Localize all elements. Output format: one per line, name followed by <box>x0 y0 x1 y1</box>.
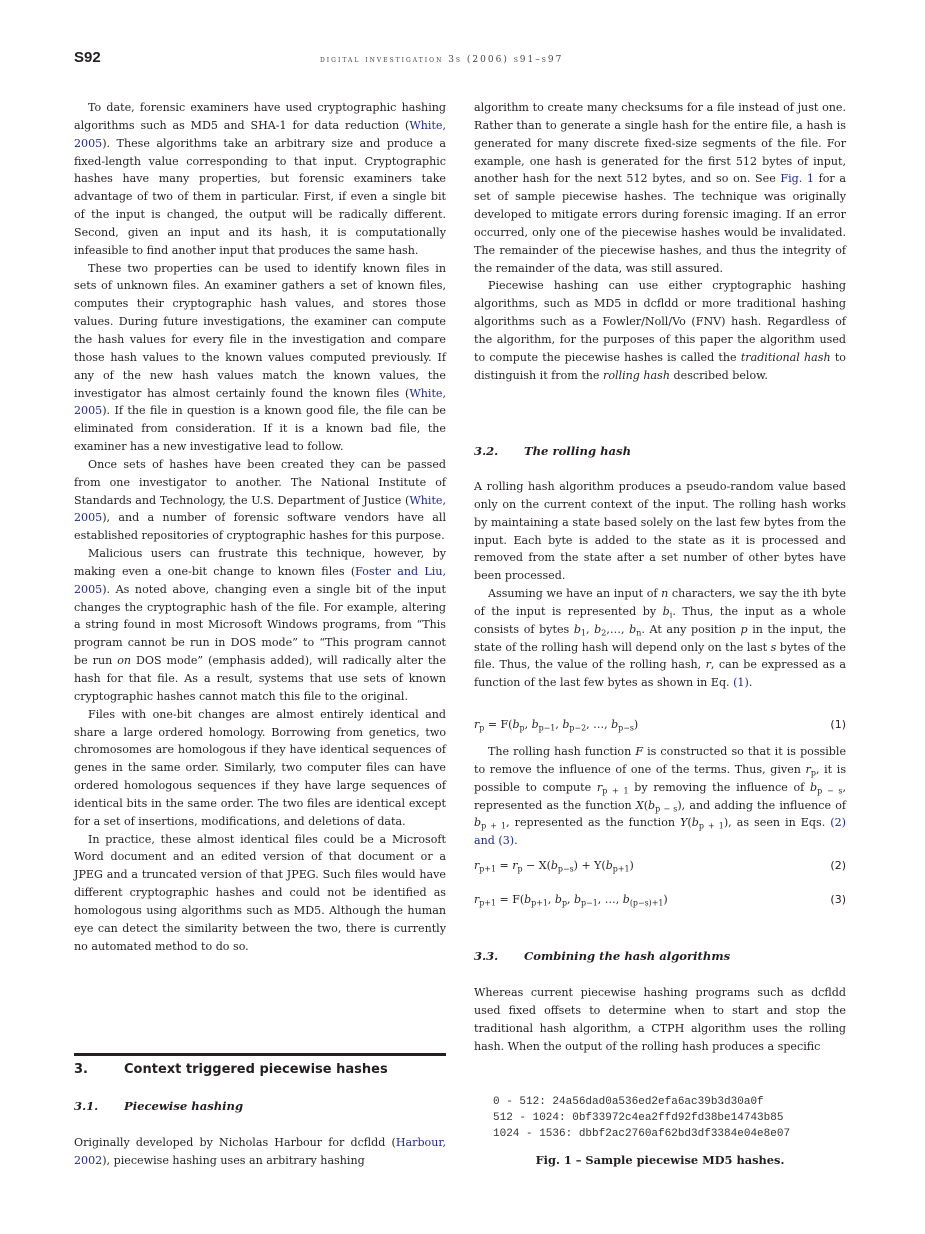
italic-text: p <box>740 622 748 636</box>
text-run: ( <box>643 798 649 812</box>
text-run: Malicious users can frustrate this technique, however, by making even a one-bit change to known files ( <box>74 547 446 578</box>
paragraph <box>474 99 846 277</box>
italic-text: b <box>691 816 699 830</box>
text-run: The rolling hash function <box>488 745 636 758</box>
subscript: p−1 <box>581 898 598 908</box>
italic-text: b <box>524 893 532 906</box>
text-run: Originally developed by Nicholas Harbour for dcfldd ( <box>74 1136 396 1149</box>
subscript: p−1 <box>538 723 556 733</box>
section-3-heading <box>74 1061 446 1079</box>
text-run: A rolling hash algorithm produces a pseudo-random value based only on the current context of the input. The rolling hash works by maintaining a state based solely on the last few bytes from the input. Each byte is added to the state as it is processed and removed from the state after a set number of other bytes have been processed. <box>474 480 846 583</box>
paragraph <box>74 99 446 260</box>
section-3-3-heading <box>474 948 846 966</box>
italic-text: b <box>474 816 482 830</box>
italic-text: s <box>770 640 777 654</box>
text-run: ) <box>633 718 639 731</box>
italic-text: b <box>629 622 637 636</box>
subscript: p <box>519 723 525 733</box>
text-run: , <box>586 622 595 636</box>
subscript: p + 1 <box>602 786 629 796</box>
running-head: digital investigation 3s (2006) s91–s97 <box>320 55 564 65</box>
text-run: Piecewise hashing can use either cryptographic hashing algorithms, such as MD5 in dcfldd or more traditional hashing algorithms such as a Fowler/Noll/Vo (FNV) hash. Regardless of the algorithm, for the purposes of this paper the algorithm used to compute the piecewise hashes is called the <box>474 279 846 364</box>
text-run: , it is possible to compute <box>474 762 847 794</box>
section-number: 3.2. <box>474 444 499 458</box>
section-title: Context triggered piecewise hashes <box>124 1062 388 1077</box>
text-run: These two properties can be used to identify known files in sets of unknown files. An examiner gathers a set of known files, computes their cryptographic hash values, and stores those values. During future investigations, the examiner can compute the hash values for every file in the investigation and compare those hash values to the known values computed previously. If any of the new hash values match the known values, the investigator has almost certainly found the known files ( <box>74 261 446 400</box>
italic-text: b <box>810 780 818 794</box>
paragraph <box>474 984 846 1055</box>
italic-text: b <box>594 622 602 636</box>
text-run: Whereas current piecewise hashing programs such as dcfldd used fixed offsets to determine when to start and stop the traditional hash algorithm, a CTPH algorithm uses the rolling hash. When the output of the rolling hash produces a specific <box>474 986 846 1053</box>
text-run: in the input, the state of the rolling hash will depend only on the last <box>474 622 846 654</box>
italic-text: n <box>661 587 669 601</box>
italic-text: r <box>512 859 518 872</box>
italic-text: b <box>554 893 562 906</box>
subscript: (p−s)+1 <box>629 898 664 908</box>
equation-1 <box>474 716 846 734</box>
citation-link[interactable]: Foster and Liu, 2005 <box>74 564 447 596</box>
equation-number: (3) <box>830 893 846 906</box>
italic-text: F <box>635 745 644 758</box>
paragraph <box>74 545 446 706</box>
text-run: algorithm to create many checksums for a file instead of just one. Rather than to generate a single hash for the entire file, a hash is generated for many discrete fixed-size segments of the file. For example, one hash is generated for the first 512 bytes of input, another hash for the next 512 bytes, and so on. See <box>474 101 846 186</box>
section-title: The rolling hash <box>524 444 631 458</box>
italic-text: b <box>605 859 613 872</box>
text-run: , <box>567 893 574 906</box>
italic-text: b <box>512 718 520 731</box>
hash-line: 0 - 512: 24a56dad0a536ed2efa6ac39b3d30a0f <box>493 1096 764 1108</box>
section-number: 3.1. <box>74 1099 99 1113</box>
text-run: , <box>555 718 563 731</box>
section-number: 3.3. <box>474 949 499 963</box>
text-run: ), as seen in Eqs. <box>723 816 831 830</box>
text-run: ( <box>687 816 692 830</box>
text-run: . <box>748 676 753 690</box>
equation-3 <box>474 891 846 909</box>
text-run: In practice, these almost identical files could be a Microsoft Word document and an edited version of that document or a JPEG and a truncated version of that JPEG. Such files would have different cryptographic hashes and could not be identified as homologous using algorithms such as MD5. Although the human eye can detect the similarity between the two, there is currently no automated method to do so. <box>74 832 446 953</box>
paragraph <box>74 260 446 456</box>
section-divider <box>74 1053 446 1056</box>
paragraph <box>474 478 846 585</box>
italic-text: r <box>705 658 711 672</box>
citation-link[interactable]: Harbour, 2002 <box>74 1136 446 1167</box>
text-run: DOS mode” (emphasis added), will radically alter the hash for that file. As a result, systems that use sets of known cryptographic hashes cannot match this file to the original. <box>74 654 447 703</box>
text-run: bytes of the file. Thus, the value of the rolling hash, <box>474 640 846 672</box>
equation-expression <box>474 857 634 875</box>
paragraph <box>474 743 846 850</box>
italic-text: r <box>474 859 480 872</box>
paragraph <box>74 706 446 831</box>
text-run: To date, forensic examiners have used cryptographic hashing algorithms such as MD5 and SHA-1 for data reduction ( <box>74 101 446 132</box>
subscript: p+1 <box>479 864 496 874</box>
italic-text: on <box>117 654 132 668</box>
text-run: ) <box>663 893 668 906</box>
equation-2 <box>474 857 846 875</box>
section-3-2-heading <box>474 443 846 461</box>
subscript: p+1 <box>479 898 496 908</box>
subscript: p <box>479 723 485 733</box>
text-run: . At any position <box>641 622 741 636</box>
text-run: Files with one-bit changes are almost entirely identical and share a large ordered homology. Borrowing from genetics, two chromosomes are homologous if they have identical sequences of genes in the same order. Similarly, two computer files can have ordered homologous sequences if they have large sequences of identical bits in the same order. The two files are identical except for a set of insertions, modifications, and deletions of data. <box>74 707 446 828</box>
figure-1-hash-listing <box>493 1094 790 1142</box>
text-run: characters, we say the ith byte of the input is represented by <box>474 587 847 618</box>
text-run: , …, <box>597 893 623 906</box>
text-run: − X( <box>522 859 551 872</box>
equation-expression <box>474 716 638 734</box>
citation-link[interactable]: (2) and (3) <box>474 816 846 848</box>
subscript: p−s <box>618 723 634 733</box>
equation-number: (1) <box>830 718 846 731</box>
italic-text: b <box>573 622 581 636</box>
paragraph <box>74 831 446 956</box>
text-run: ). These algorithms take an arbitrary size and produce a fixed-length value corresponding to that input. Cryptographic hashes have many properties, but forensic examiners take advantage of two of them in particular. First, if even a single bit of the input is changed, the output will be radically different. Second, given an input and its hash, it is computationally infeasible to find another input that produces the same hash. <box>74 136 446 257</box>
subscript: p <box>810 768 816 778</box>
hash-line: 512 - 1024: 0bf33972c4ea2ffd92fd38be14743b85 <box>493 1112 784 1124</box>
section-title: Combining the hash algorithms <box>524 949 731 963</box>
text-run: = F( <box>495 893 525 906</box>
hash-line: 1024 - 1536: dbbf2ac2760af62bd3df3384e04e8e07 <box>493 1128 791 1140</box>
text-run: ) <box>629 859 634 872</box>
italic-text: r <box>805 762 811 776</box>
italic-text: b <box>574 893 582 906</box>
subscript: p + 1 <box>698 821 724 831</box>
section-title: Piecewise hashing <box>124 1099 244 1113</box>
right-column-body <box>474 99 846 385</box>
left-column-tail <box>74 1134 446 1170</box>
subscript: p + 1 <box>481 821 507 831</box>
text-run: ), and a number of forensic software vendors have all established repositories of cryptographic hashes for this purpose. <box>74 511 446 543</box>
italic-text: traditional hash <box>740 350 831 364</box>
italic-text: b <box>550 859 558 872</box>
paragraph <box>474 277 846 384</box>
italic-text: r <box>474 893 480 906</box>
italic-text: Y <box>680 816 688 830</box>
text-run: ). If the file in question is a known good file, the file can be eliminated from consideration. If it is a known bad file, the examiner has a new investigative lead to follow. <box>74 404 446 454</box>
subscript: n <box>636 628 642 638</box>
text-run: , represented as the function <box>506 816 681 830</box>
subscript: p−s <box>557 864 574 874</box>
citation-link[interactable]: (1) <box>733 676 749 690</box>
subscript: p <box>561 898 567 908</box>
subscript: p+1 <box>531 898 548 908</box>
section-3-1-heading <box>74 1098 446 1116</box>
text-run: ). As noted above, changing even a single bit of the input changes the cryptographic hash of the file. For example, altering a string found in most Microsoft Windows programs, from “This program cannot be run in DOS mode” to “This program cannot be run <box>74 582 446 668</box>
subscript: i <box>669 610 673 620</box>
italic-text: b <box>611 718 619 731</box>
rolling-hash-text <box>474 478 846 692</box>
citation-link[interactable]: White, 2005 <box>74 118 446 150</box>
combining-text <box>474 984 846 1055</box>
italic-text: b <box>648 798 656 812</box>
left-column-body <box>74 99 446 956</box>
subscript: p − s <box>655 803 678 813</box>
subscript: 1 <box>580 628 587 638</box>
text-run: to distinguish it from the <box>474 350 846 382</box>
citation-link[interactable]: Fig. 1 <box>780 172 814 186</box>
italic-text: r <box>474 718 480 731</box>
italic-text: b <box>531 718 539 731</box>
text-run: , <box>547 893 555 906</box>
text-run: Assuming we have an input of <box>488 587 662 601</box>
italic-text: b <box>662 604 670 618</box>
italic-text: X <box>635 798 644 812</box>
text-run: ), piecewise hashing uses an arbitrary hashing <box>102 1153 365 1167</box>
text-run: = <box>495 859 513 872</box>
subscript: p <box>517 864 523 874</box>
figure-1-caption: Fig. 1 – Sample piecewise MD5 hashes. <box>535 1153 785 1167</box>
text-run: by removing the influence of <box>628 780 810 794</box>
page-number: S92 <box>74 49 101 66</box>
text-run: , represented as the function <box>474 780 846 812</box>
equation-number: (2) <box>830 859 846 872</box>
subscript: p+1 <box>612 864 630 874</box>
text-run: is constructed so that it is possible to remove the influence of one of the terms. Thus, given <box>474 745 847 776</box>
italic-text: b <box>622 893 630 906</box>
text-run: . <box>514 834 518 848</box>
text-run: , can be expressed as a function of the last few bytes as shown in Eq. <box>474 658 846 690</box>
citation-link[interactable]: White, 2005 <box>74 493 446 525</box>
text-run: described below. <box>670 368 768 382</box>
text-run: Once sets of hashes have been created they can be passed from one investigator to another. The National Institute of Standards and Technology, the U.S. Department of Justice ( <box>74 457 446 507</box>
text-run: , <box>524 718 532 731</box>
text-run: ,…, <box>606 622 630 636</box>
subscript: p − s <box>817 786 843 796</box>
text-run: , …, <box>586 718 612 731</box>
text-run: ), and adding the influence of <box>677 798 846 812</box>
italic-text: b <box>562 718 570 731</box>
subscript: 2 <box>601 628 607 638</box>
paragraph <box>74 456 446 545</box>
text-run: ) + Y( <box>573 859 606 872</box>
subscript: p−2 <box>569 723 587 733</box>
paragraph <box>74 1134 446 1170</box>
italic-text: rolling hash <box>603 368 671 382</box>
equation-expression <box>474 891 668 909</box>
text-run: = F( <box>484 718 513 731</box>
text-run: . Thus, the input as a whole consists of bytes <box>474 604 846 636</box>
paragraph <box>474 585 846 692</box>
text-run: for a set of sample piecewise hashes. The technique was originally developed to mitigate errors during forensic imaging. If an error occurred, only one of the piecewise hashes would be invalidated. The remainder of the piecewise hashes, and thus the integrity of the remainder of the data, was still assured. <box>474 172 846 275</box>
citation-link[interactable]: White, 2005 <box>74 386 446 418</box>
section-number: 3. <box>74 1062 88 1077</box>
rolling-hash-text-2 <box>474 743 846 850</box>
italic-text: r <box>596 780 603 794</box>
